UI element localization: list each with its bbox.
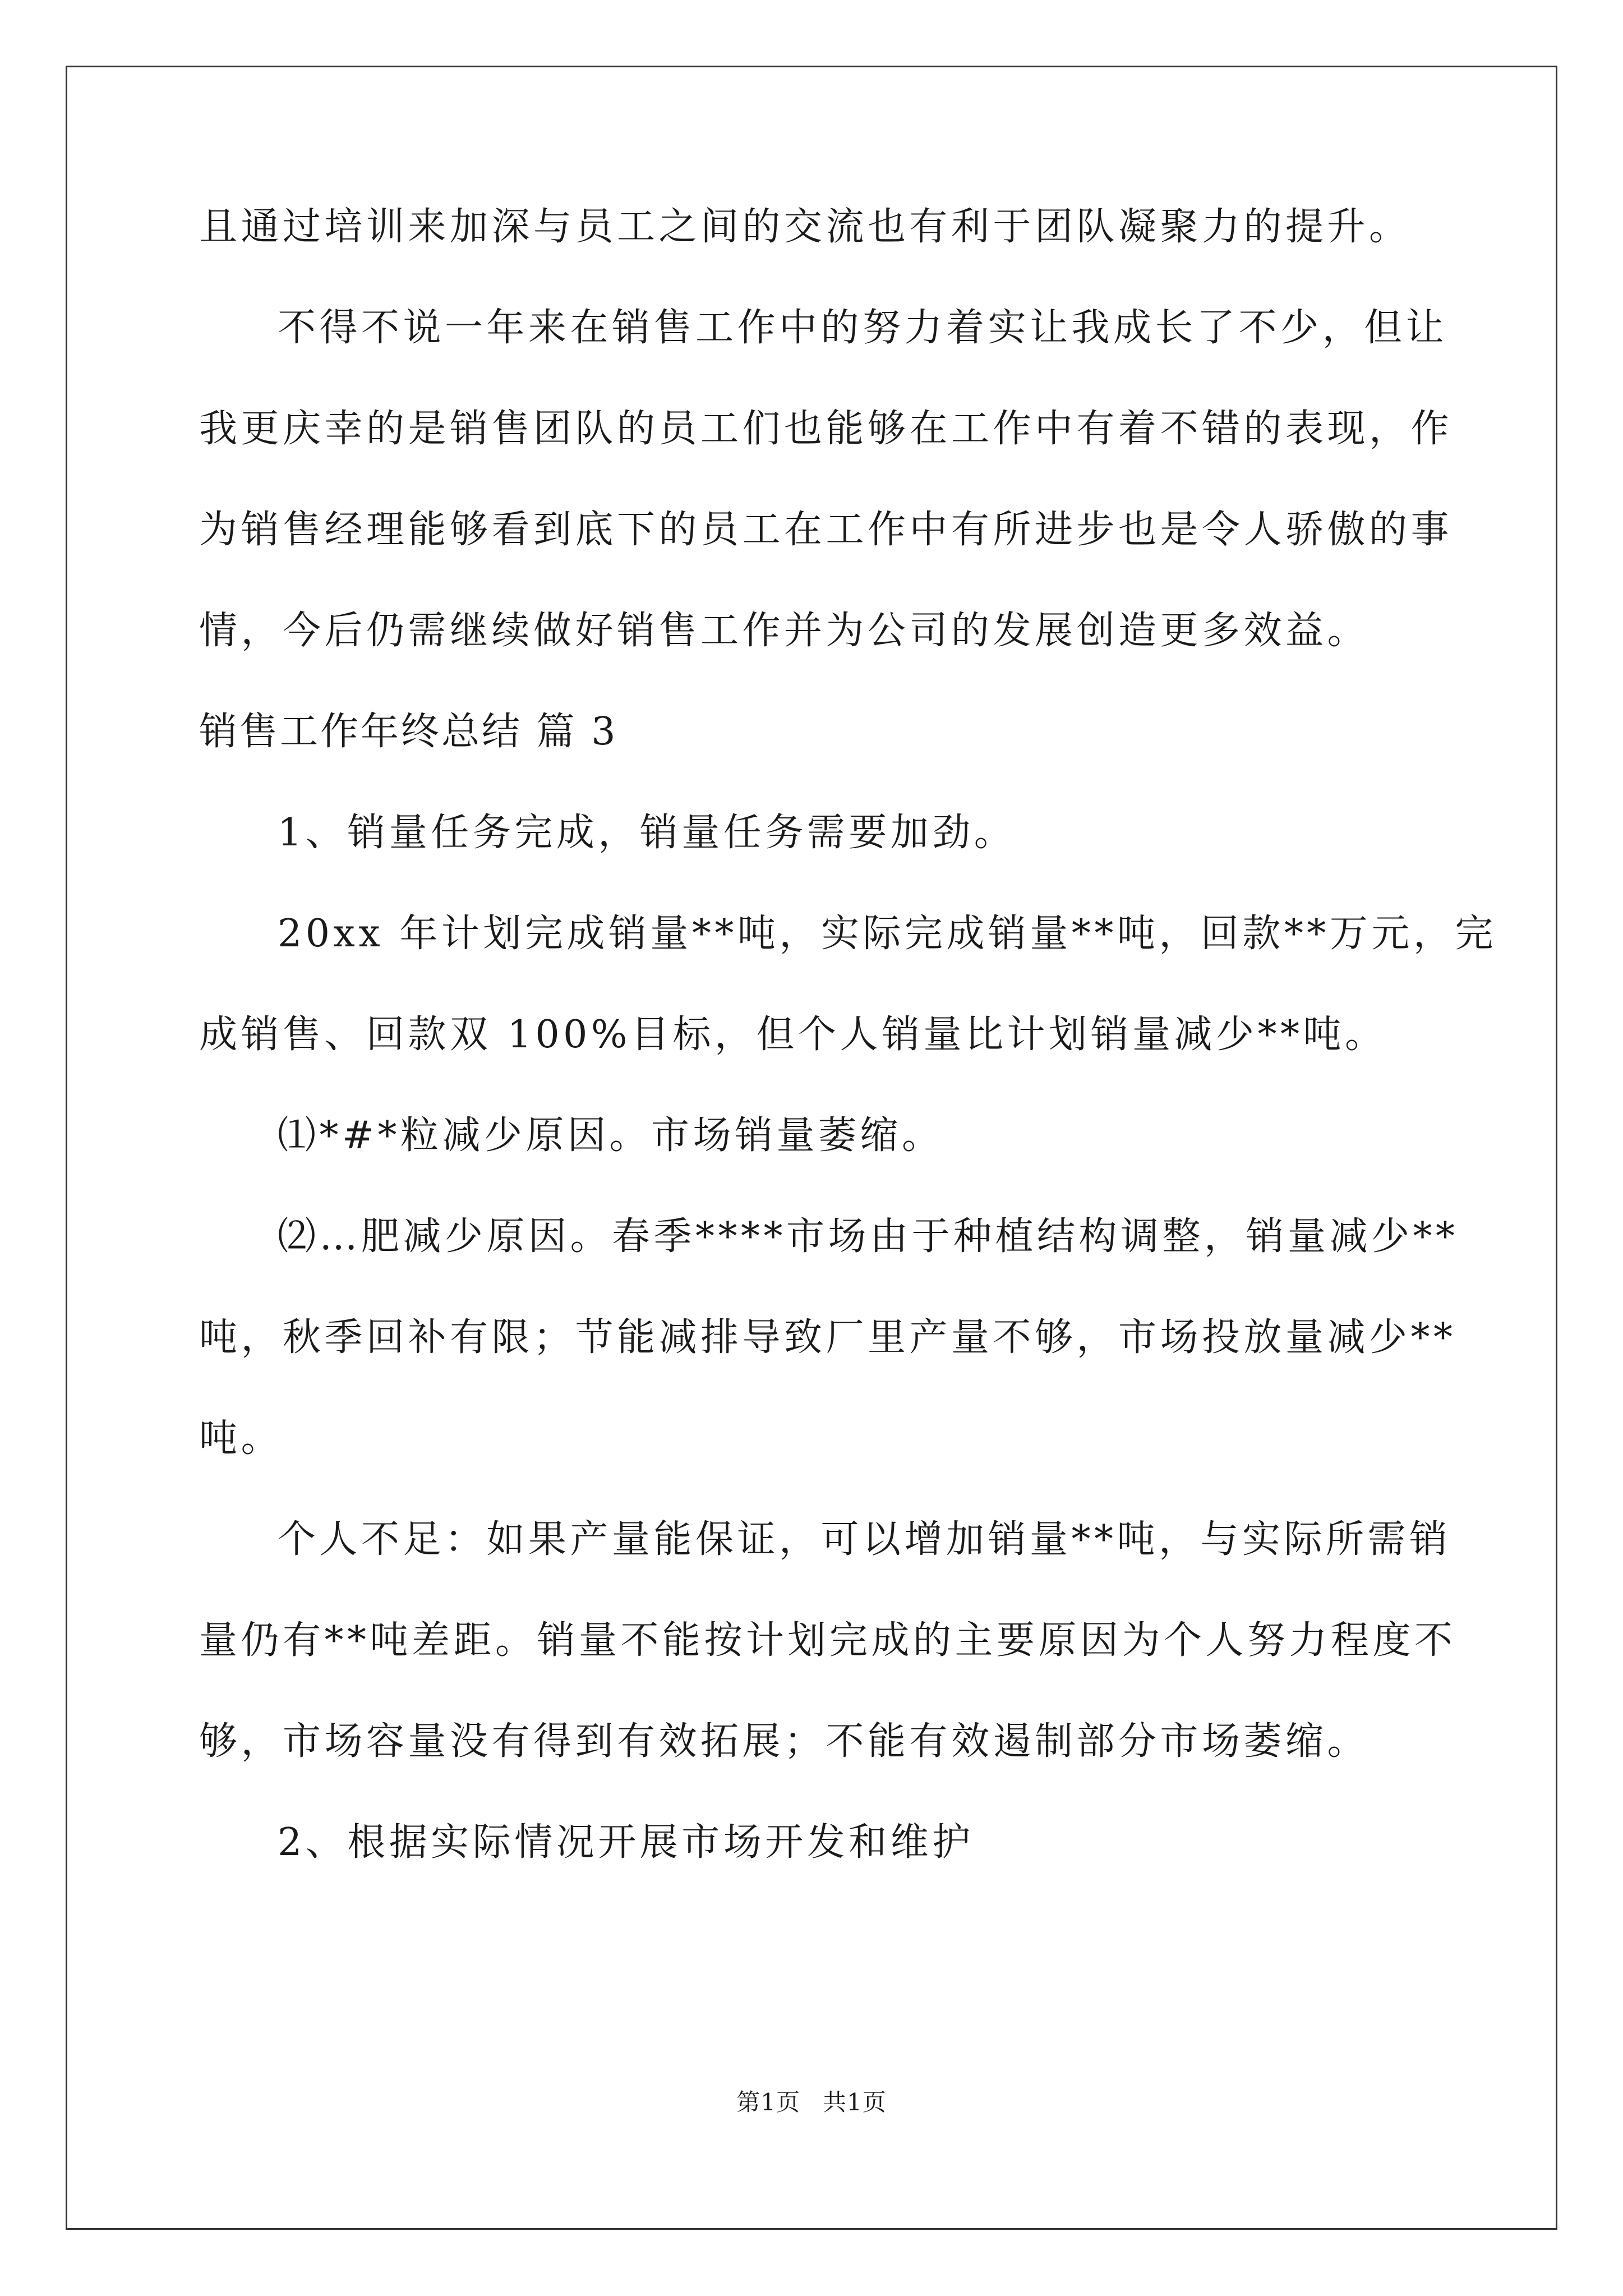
paragraph-line: 吨。 [199, 1416, 283, 1461]
paragraph-line: 我更庆幸的是销售团队的员工们也能够在工作中有着不错的表现，作 [199, 407, 1453, 451]
paragraph-line: 情，今后仍需继续做好销售工作并为公司的发展创造更多效益。 [199, 609, 1370, 653]
paragraph-line: 为销售经理能够看到底下的员工在工作中有所进步也是令人骄傲的事 [199, 508, 1453, 552]
paragraph-line: 不得不说一年来在销售工作中的努力着实让我成长了不少，但让 [278, 306, 1448, 350]
page-number: 第1页 [736, 2088, 800, 2116]
page-footer [0, 2086, 1623, 2119]
section-heading: 销售工作年终总结 篇 3 [199, 710, 618, 754]
list-item-heading: 2、根据实际情况开展市场开发和维护 [278, 1820, 974, 1865]
sub-item-line: ⑵…肥减少原因。春季****市场由于种植结构调整，销量减少** [278, 1214, 1459, 1259]
paragraph-line: 量仍有**吨差距。销量不能按计划完成的主要原因为个人努力程度不 [199, 1618, 1456, 1663]
paragraph-line: 吨，秋季回补有限；节能减排导致厂里产量不够，市场投放量减少** [199, 1315, 1456, 1360]
paragraph-line: 够，市场容量没有得到有效拓展；不能有效遏制部分市场萎缩。 [199, 1719, 1370, 1764]
list-item-heading: 1、销量任务完成，销量任务需要加劲。 [278, 811, 1016, 855]
paragraph-line: 成销售、回款双 100%目标，但个人销量比计划销量减少**吨。 [199, 1013, 1387, 1057]
paragraph-line: 20xx 年计划完成销量**吨，实际完成销量**吨，回款**万元，完 [278, 912, 1497, 956]
page-total: 共1页 [823, 2088, 887, 2116]
sub-item-line: ⑴*#*粒减少原因。市场销量萎缩。 [278, 1114, 944, 1158]
paragraph-line: 且通过培训来加深与员工之间的交流也有利于团队凝聚力的提升。 [199, 205, 1411, 249]
paragraph-line: 个人不足：如果产量能保证，可以增加销量**吨，与实际所需销 [278, 1517, 1451, 1562]
